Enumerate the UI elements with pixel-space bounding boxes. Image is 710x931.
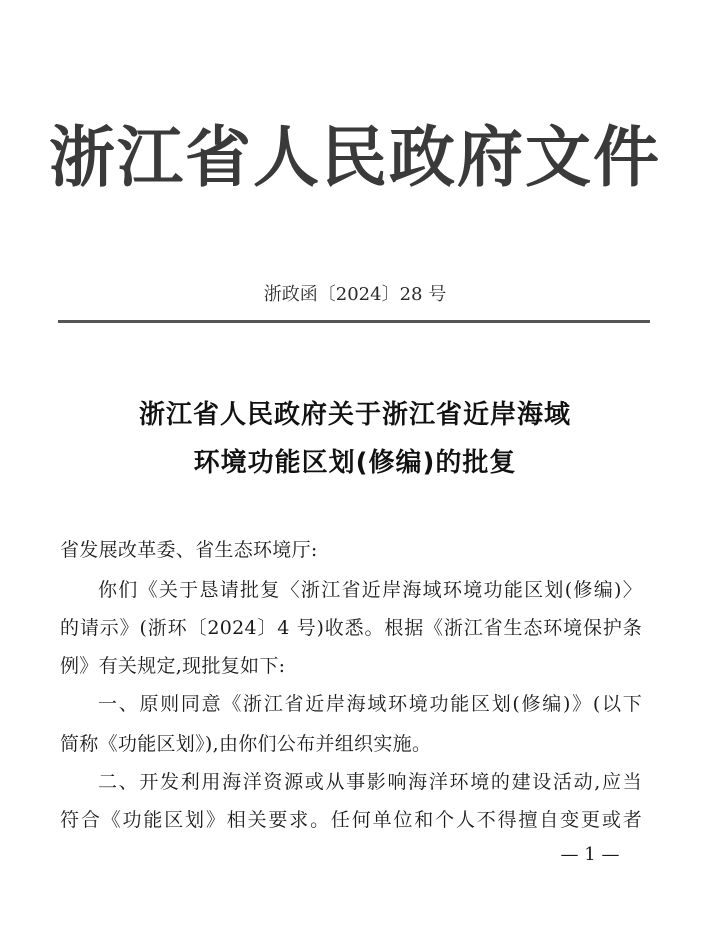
body-line: 的请示》(浙环〔2024〕4 号)收悉。根据《浙江省生态环境保护条: [60, 617, 642, 639]
document-title-line-2: 环境功能区划(修编)的批复: [193, 448, 517, 478]
body-line: 例》有关规定,现批复如下:: [60, 655, 286, 677]
document-title-line-1: 浙江省人民政府关于浙江省近岸海域: [138, 400, 571, 430]
page-number: — 1 —: [560, 844, 620, 865]
addressee: 省发展改革委、省生态环境厅:: [60, 539, 318, 561]
document-number: 浙政函〔2024〕28 号: [263, 284, 447, 305]
body-line: 简称《功能区划》),由你们公布并组织实施。: [60, 733, 432, 755]
body-line: 二、开发利用海洋资源或从事影响海洋环境的建设活动,应当: [98, 771, 642, 793]
body-line: 符合《功能区划》相关要求。任何单位和个人不得擅自变更或者: [60, 809, 642, 831]
document-header-title: 浙江省人民政府文件: [49, 119, 661, 196]
body-line: 一、原则同意《浙江省近岸海域环境功能区划(修编)》(以下: [98, 693, 642, 715]
header-divider: [58, 320, 650, 323]
body-line: 你们《关于恳请批复〈浙江省近岸海域环境功能区划(修编)〉: [98, 579, 642, 601]
